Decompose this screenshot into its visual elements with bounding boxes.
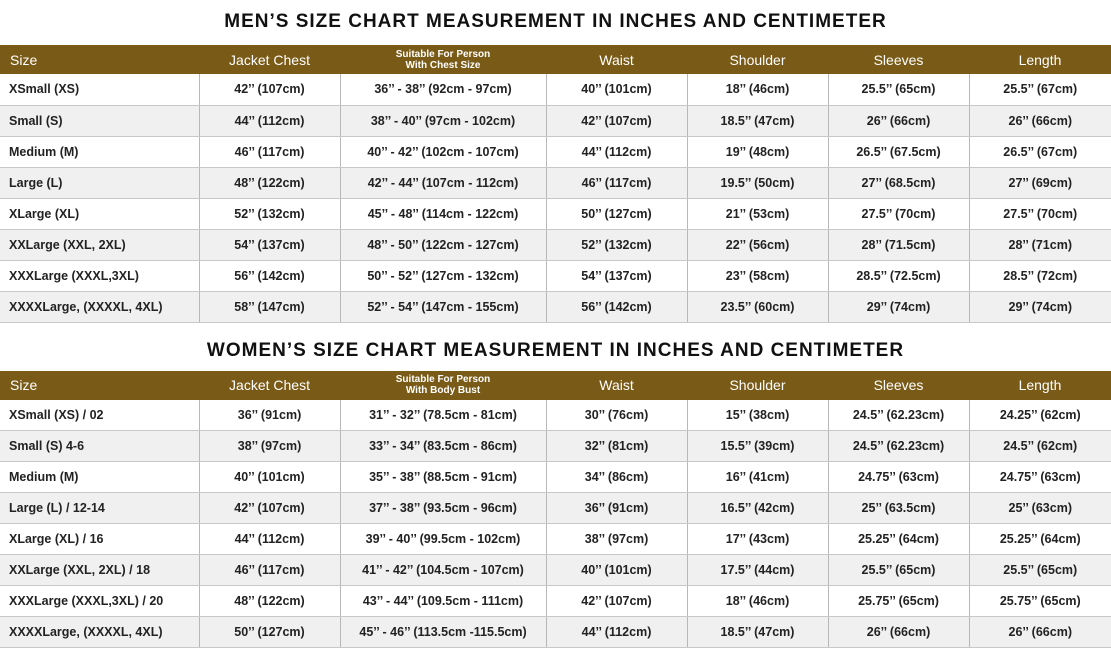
waist-cell: 36’’ (91cm) <box>546 493 687 524</box>
table-row <box>0 586 1111 617</box>
shoulder-cell: 15’’ (38cm) <box>687 400 828 431</box>
jacket-chest-cell: 44’’ (112cm) <box>199 105 340 136</box>
jacket-chest-cell: 38’’ (97cm) <box>199 431 340 462</box>
size-cell: XXXXLarge, (XXXXL, 4XL) <box>0 291 199 322</box>
header-suitable-line1: Suitable For Person <box>395 374 491 385</box>
size-cell: XSmall (XS) / 02 <box>0 400 199 431</box>
suitable-person-cell: 41’’ - 42’’ (104.5cm - 107cm) <box>340 555 546 586</box>
length-cell: 26.5’’ (67cm) <box>969 136 1111 167</box>
table-row <box>0 105 1111 136</box>
length-cell: 28.5’’ (72cm) <box>969 260 1111 291</box>
sleeves-cell: 25.5’’ (65cm) <box>828 74 969 105</box>
sleeves-cell: 25.5’’ (65cm) <box>828 555 969 586</box>
size-cell: XSmall (XS) <box>0 74 199 105</box>
shoulder-cell: 18’’ (46cm) <box>687 586 828 617</box>
jacket-chest-cell: 42’’ (107cm) <box>199 74 340 105</box>
header-waist: Waist <box>599 51 634 68</box>
length-cell: 25.75’’ (65cm) <box>969 586 1111 617</box>
men-header-row <box>0 45 1111 74</box>
size-cell: XLarge (XL) / 16 <box>0 524 199 555</box>
table-row <box>0 291 1111 322</box>
jacket-chest-cell: 52’’ (132cm) <box>199 198 340 229</box>
header-sleeves: Sleeves <box>873 51 924 68</box>
waist-cell: 30’’ (76cm) <box>546 400 687 431</box>
waist-cell: 32’’ (81cm) <box>546 431 687 462</box>
sleeves-cell: 25.25’’ (64cm) <box>828 524 969 555</box>
header-jacket-chest: Jacket Chest <box>229 377 310 393</box>
suitable-person-cell: 36’’ - 38’’ (92cm - 97cm) <box>340 74 546 105</box>
length-cell: 29’’ (74cm) <box>969 291 1111 322</box>
suitable-person-cell: 40’’ - 42’’ (102cm - 107cm) <box>340 136 546 167</box>
shoulder-cell: 21’’ (53cm) <box>687 198 828 229</box>
table-row <box>0 400 1111 431</box>
shoulder-cell: 23’’ (58cm) <box>687 260 828 291</box>
length-cell: 26’’ (66cm) <box>969 105 1111 136</box>
length-cell: 25.5’’ (67cm) <box>969 74 1111 105</box>
table-row <box>0 198 1111 229</box>
suitable-person-cell: 31’’ - 32’’ (78.5cm - 81cm) <box>340 400 546 431</box>
waist-cell: 54’’ (137cm) <box>546 260 687 291</box>
length-cell: 27.5’’ (70cm) <box>969 198 1111 229</box>
waist-cell: 44’’ (112cm) <box>546 136 687 167</box>
waist-cell: 38’’ (97cm) <box>546 524 687 555</box>
table-row <box>0 555 1111 586</box>
table-row <box>0 431 1111 462</box>
length-cell: 24.5’’ (62cm) <box>969 431 1111 462</box>
table-row <box>0 136 1111 167</box>
jacket-chest-cell: 50’’ (127cm) <box>199 617 340 648</box>
sleeves-cell: 24.5’’ (62.23cm) <box>828 400 969 431</box>
suitable-person-cell: 48’’ - 50’’ (122cm - 127cm) <box>340 229 546 260</box>
women-size-chart <box>0 323 1111 649</box>
suitable-person-cell: 39’’ - 40’’ (99.5cm - 102cm) <box>340 524 546 555</box>
length-cell: 24.75’’ (63cm) <box>969 462 1111 493</box>
jacket-chest-cell: 42’’ (107cm) <box>199 493 340 524</box>
table-row <box>0 229 1111 260</box>
suitable-person-cell: 35’’ - 38’’ (88.5cm - 91cm) <box>340 462 546 493</box>
table-row <box>0 74 1111 105</box>
size-cell: Large (L) / 12-14 <box>0 493 199 524</box>
length-cell: 25.5’’ (65cm) <box>969 555 1111 586</box>
length-cell: 27’’ (69cm) <box>969 167 1111 198</box>
shoulder-cell: 17’’ (43cm) <box>687 524 828 555</box>
suitable-person-cell: 37’’ - 38’’ (93.5cm - 96cm) <box>340 493 546 524</box>
suitable-person-cell: 38’’ - 40’’ (97cm - 102cm) <box>340 105 546 136</box>
header-suitable-line2: With Chest Size <box>405 59 481 71</box>
length-cell: 26’’ (66cm) <box>969 617 1111 648</box>
men-size-chart <box>0 0 1111 323</box>
sleeves-cell: 28’’ (71.5cm) <box>828 229 969 260</box>
size-cell: XXLarge (XXL, 2XL) / 18 <box>0 555 199 586</box>
suitable-person-cell: 50’’ - 52’’ (127cm - 132cm) <box>340 260 546 291</box>
sleeves-cell: 25.75’’ (65cm) <box>828 586 969 617</box>
shoulder-cell: 18.5’’ (47cm) <box>687 105 828 136</box>
jacket-chest-cell: 44’’ (112cm) <box>199 524 340 555</box>
men-table-body <box>0 74 1111 322</box>
table-row <box>0 493 1111 524</box>
size-cell: XXXXLarge, (XXXXL, 4XL) <box>0 617 199 648</box>
table-row <box>0 167 1111 198</box>
sleeves-cell: 26’’ (66cm) <box>828 617 969 648</box>
table-row <box>0 462 1111 493</box>
suitable-person-cell: 43’’ - 44’’ (109.5cm - 111cm) <box>340 586 546 617</box>
shoulder-cell: 18’’ (46cm) <box>687 74 828 105</box>
size-cell: XLarge (XL) <box>0 198 199 229</box>
jacket-chest-cell: 58’’ (147cm) <box>199 291 340 322</box>
jacket-chest-cell: 54’’ (137cm) <box>199 229 340 260</box>
length-cell: 24.25’’ (62cm) <box>969 400 1111 431</box>
shoulder-cell: 15.5’’ (39cm) <box>687 431 828 462</box>
women-header-row <box>0 371 1111 400</box>
header-shoulder: Shoulder <box>729 51 786 68</box>
shoulder-cell: 16’’ (41cm) <box>687 462 828 493</box>
header-length: Length <box>1018 51 1062 68</box>
women-table-body <box>0 400 1111 648</box>
table-row <box>0 524 1111 555</box>
size-cell: Medium (M) <box>0 462 199 493</box>
waist-cell: 34’’ (86cm) <box>546 462 687 493</box>
jacket-chest-cell: 46’’ (117cm) <box>199 555 340 586</box>
size-cell: Large (L) <box>0 167 199 198</box>
shoulder-cell: 19.5’’ (50cm) <box>687 167 828 198</box>
table-row <box>0 260 1111 291</box>
header-suitable-person <box>340 371 546 400</box>
jacket-chest-cell: 36’’ (91cm) <box>199 400 340 431</box>
men-size-table <box>0 45 1111 323</box>
suitable-person-cell: 42’’ - 44’’ (107cm - 112cm) <box>340 167 546 198</box>
shoulder-cell: 23.5’’ (60cm) <box>687 291 828 322</box>
header-size: Size <box>10 377 38 393</box>
sleeves-cell: 26.5’’ (67.5cm) <box>828 136 969 167</box>
header-suitable-line1: Suitable For Person <box>395 48 491 60</box>
length-cell: 25’’ (63cm) <box>969 493 1111 524</box>
length-cell: 28’’ (71cm) <box>969 229 1111 260</box>
header-length: Length <box>1018 377 1062 393</box>
sleeves-cell: 24.5’’ (62.23cm) <box>828 431 969 462</box>
waist-cell: 52’’ (132cm) <box>546 229 687 260</box>
waist-cell: 40’’ (101cm) <box>546 74 687 105</box>
header-suitable-person <box>340 45 546 74</box>
waist-cell: 42’’ (107cm) <box>546 105 687 136</box>
shoulder-cell: 19’’ (48cm) <box>687 136 828 167</box>
jacket-chest-cell: 40’’ (101cm) <box>199 462 340 493</box>
sleeves-cell: 24.75’’ (63cm) <box>828 462 969 493</box>
women-size-table <box>0 371 1111 649</box>
suitable-person-cell: 45’’ - 46’’ (113.5cm -115.5cm) <box>340 617 546 648</box>
size-cell: Small (S) 4-6 <box>0 431 199 462</box>
jacket-chest-cell: 56’’ (142cm) <box>199 260 340 291</box>
suitable-person-cell: 33’’ - 34’’ (83.5cm - 86cm) <box>340 431 546 462</box>
men-chart-title: MEN’S SIZE CHART MEASUREMENT IN INCHES AND CENTIMETER <box>224 11 887 32</box>
sleeves-cell: 27’’ (68.5cm) <box>828 167 969 198</box>
size-cell: Small (S) <box>0 105 199 136</box>
sleeves-cell: 29’’ (74cm) <box>828 291 969 322</box>
shoulder-cell: 17.5’’ (44cm) <box>687 555 828 586</box>
header-size: Size <box>10 51 38 68</box>
size-cell: XXXLarge (XXXL,3XL) <box>0 260 199 291</box>
table-row <box>0 617 1111 648</box>
size-cell: XXLarge (XXL, 2XL) <box>0 229 199 260</box>
shoulder-cell: 22’’ (56cm) <box>687 229 828 260</box>
size-cell: XXXLarge (XXXL,3XL) / 20 <box>0 586 199 617</box>
header-waist: Waist <box>599 377 634 393</box>
jacket-chest-cell: 46’’ (117cm) <box>199 136 340 167</box>
header-jacket-chest: Jacket Chest <box>229 51 310 68</box>
header-sleeves: Sleeves <box>873 377 924 393</box>
waist-cell: 56’’ (142cm) <box>546 291 687 322</box>
sleeves-cell: 26’’ (66cm) <box>828 105 969 136</box>
jacket-chest-cell: 48’’ (122cm) <box>199 586 340 617</box>
sleeves-cell: 28.5’’ (72.5cm) <box>828 260 969 291</box>
waist-cell: 40’’ (101cm) <box>546 555 687 586</box>
waist-cell: 46’’ (117cm) <box>546 167 687 198</box>
jacket-chest-cell: 48’’ (122cm) <box>199 167 340 198</box>
shoulder-cell: 18.5’’ (47cm) <box>687 617 828 648</box>
shoulder-cell: 16.5’’ (42cm) <box>687 493 828 524</box>
header-shoulder: Shoulder <box>729 377 786 393</box>
header-suitable-line2: With Body Bust <box>405 385 481 396</box>
waist-cell: 44’’ (112cm) <box>546 617 687 648</box>
sleeves-cell: 25’’ (63.5cm) <box>828 493 969 524</box>
waist-cell: 50’’ (127cm) <box>546 198 687 229</box>
suitable-person-cell: 52’’ - 54’’ (147cm - 155cm) <box>340 291 546 322</box>
waist-cell: 42’’ (107cm) <box>546 586 687 617</box>
women-chart-title: WOMEN’S SIZE CHART MEASUREMENT IN INCHES AND CENTIMETER <box>206 339 905 361</box>
length-cell: 25.25’’ (64cm) <box>969 524 1111 555</box>
size-cell: Medium (M) <box>0 136 199 167</box>
sleeves-cell: 27.5’’ (70cm) <box>828 198 969 229</box>
suitable-person-cell: 45’’ - 48’’ (114cm - 122cm) <box>340 198 546 229</box>
